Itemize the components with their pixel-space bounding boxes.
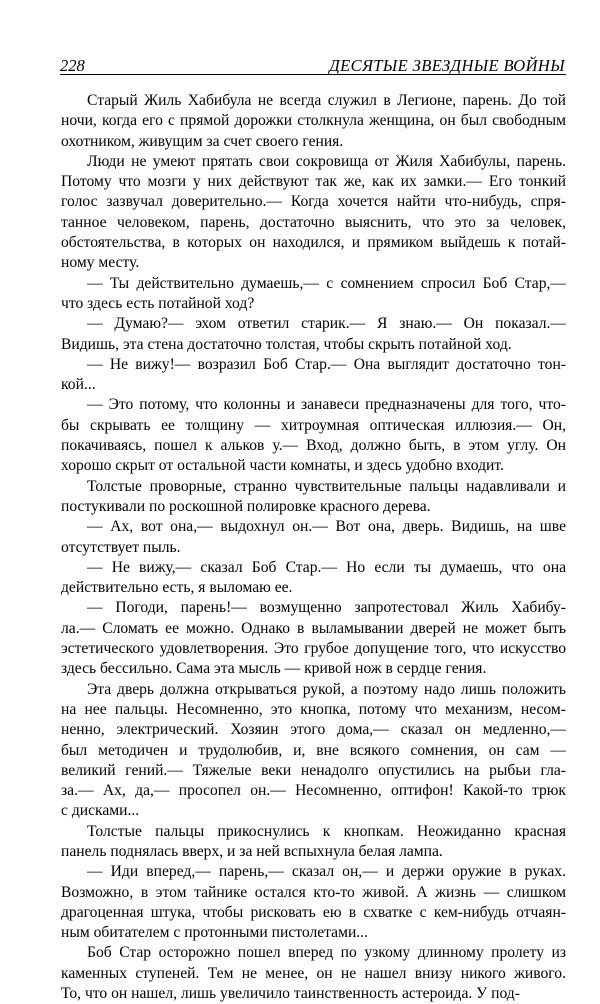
text-line: Видишь, эта стена достаточно толстая, чтобы скрыть потайной ход. (61, 335, 512, 353)
text-line: — Это потому, что колонны и занавеси предназначены для того, что- (87, 396, 566, 414)
text-line: То, что он нашел, лишь увеличило таинственность астероида. У под- (61, 985, 520, 1003)
text-line: — Ты действительно думаешь,— с сомнением спросил Боб Стар,— (87, 274, 566, 292)
paragraph (61, 91, 566, 152)
paragraph (61, 822, 566, 863)
paragraph (61, 558, 566, 599)
text-line: — Иди вперед,— парень,— сказал он,— и держи оружие в руках. (87, 863, 566, 881)
text-line: бы скрывать ее толщину — хитроумная оптическая иллюзия.— Он, (61, 416, 566, 434)
text-line: покачиваясь, пошел к альков у.— Вход, должно быть, в этом углу. Он (61, 437, 566, 455)
text-line: — Думаю?— эхом ответил старик.— Я знаю.— Он показал.— (87, 315, 566, 333)
text-line: отсутствует пыль. (61, 538, 181, 556)
text-line: Эта дверь должна открываться рукой, а поэтому надо лишь положить (87, 680, 566, 698)
paragraph (61, 943, 566, 1004)
running-title: ДЕСЯТЫЕ ЗВЕЗДНЫЕ ВОЙНЫ (329, 56, 565, 75)
text-line: что здесь есть потайной ход? (61, 294, 255, 312)
text-line: на нее пальцы. Несомненно, это кнопка, потому что механизм, несом- (61, 700, 566, 718)
text-line: Старый Жиль Хабибула не всегда служил в Легионе, парень. До той (87, 92, 566, 109)
text-line: ночи, когда его с прямой дорожки столкнула женщина, он был свободным (61, 112, 566, 130)
paragraph (61, 680, 566, 822)
text-line: ненно, электрический. Хозяин этого дома,— сказал он медленно,— (61, 721, 566, 739)
text-line: охотником, живущим за счет своего гения. (61, 132, 344, 150)
body-text (61, 91, 566, 1004)
text-line: обстоятельства, в которых он находился, и прямиком выйдешь к потай- (61, 234, 566, 252)
text-line: — Ах, вот она,— выдохнул он.— Вот она, дверь. Видишь, на шве (87, 518, 566, 536)
text-line: Толстые пальцы прикоснулись к кнопкам. Неожиданно красная (87, 822, 566, 840)
paragraph (61, 314, 566, 355)
text-line: драгоценная штука, чтобы рисковать ею в схватке с кем-нибудь отчаян- (61, 903, 566, 921)
page-header (60, 54, 565, 76)
text-line: Люди не умеют прятать свои сокровища от Жиля Хабибулы, парень. (87, 152, 566, 170)
paragraph (61, 862, 566, 943)
header-rule (60, 74, 566, 75)
text-line: — Не вижу,— сказал Боб Стар.— Но если ты думаешь, что она (87, 558, 566, 576)
text-line: был методичен и трудолюбив, и, вне всякого сомнения, он сам — (61, 741, 566, 759)
paragraph (61, 395, 566, 476)
text-line: кой... (61, 376, 96, 394)
text-line: танное человеком, парень, достаточно выяснить, что это за человек, (61, 213, 566, 231)
paragraph (61, 517, 566, 558)
text-line: здесь бессильно. Сама эта мысль — кривой нож в сердце гения. (61, 660, 487, 678)
text-line: — Не вижу!— возразил Боб Стар.— Она выглядит достаточно тон- (87, 355, 566, 373)
text-line: великий гений.— Тяжелые веки ненадолго опустились на рыбьи гла- (61, 761, 566, 779)
paragraph (61, 274, 566, 315)
paragraph (61, 355, 566, 396)
paragraph (61, 598, 566, 679)
text-line: действительно есть, я выломаю ее. (61, 579, 293, 597)
text-line: голос зазвучал доверительно.— Когда хочется найти что-нибудь, спря- (61, 193, 566, 211)
text-line: постукивали по роскошной полировке красного дерева. (61, 497, 431, 515)
text-line: панель поднялась вверх, и за ней вспыхнула белая лампа. (61, 842, 443, 860)
text-line: с дисками... (61, 802, 140, 820)
text-line: каменных ступеней. Тем не менее, он не нашел внизу никого живого. (61, 964, 566, 982)
text-line: хорошо скрыт от остальной части комнаты, и здесь удобно входит. (61, 457, 504, 475)
text-line: эстетического удовлетворения. Это грубое допущение того, что искусство (61, 640, 566, 658)
text-line: — Погоди, парень!— возмущенно запротестовал Жиль Хабибу- (87, 599, 566, 617)
text-line: Возможно, в этом тайнике остался кто-то живой. А жизнь — слишком (61, 883, 566, 901)
paragraph (61, 477, 566, 518)
paragraph (61, 152, 566, 274)
page-number: 228 (60, 56, 85, 75)
text-line: ла.— Сломать ее можно. Однако в выламывании дверей не может быть (61, 619, 566, 637)
text-line: Боб Стар осторожно пошел вперед по узкому длинному пролету из (87, 944, 566, 962)
text-line: Потому что мозги у них действуют так же, как их замки.— Его тонкий (61, 173, 566, 191)
text-line: ному месту. (61, 254, 140, 272)
text-line: Толстые проворные, странно чувствительные пальцы надавливали и (87, 477, 566, 495)
text-line: ным обитателем с протонными пистолетами... (61, 924, 368, 942)
text-line: за.— Ах, да,— просопел он.— Несомненно, оптифон! Какой-то трюк (61, 782, 566, 800)
